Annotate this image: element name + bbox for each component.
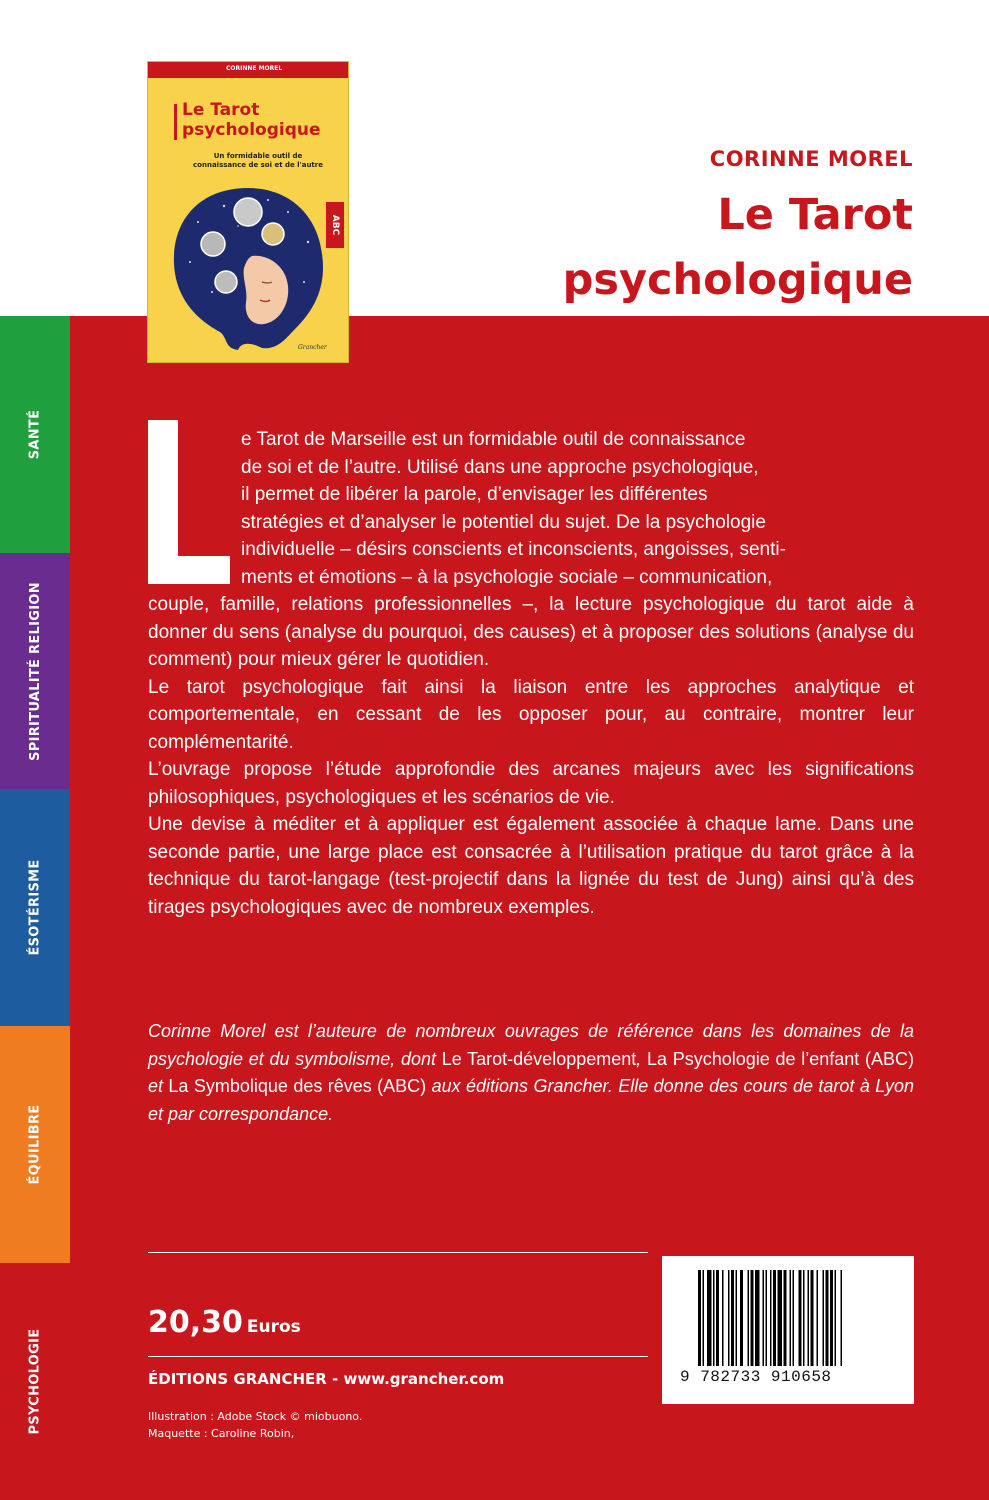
thumb-title-line1: Le Tarot — [182, 100, 260, 120]
barcode-bar — [823, 1270, 825, 1366]
barcode-bar — [716, 1270, 719, 1366]
book-title-line2: psychologique — [562, 255, 913, 305]
category-label: PSYCHOLOGIE — [27, 1328, 43, 1435]
price-amount: 20,30 — [148, 1305, 243, 1340]
blurb-paragraph: couple, famille, relations professionnelles –, la lecture psychologique du tarot aide à donner du sens (analyse du pourquoi, des causes) et à proposer des solutions (analyse du comment) pour mieux gérer le quotidien. — [148, 594, 914, 670]
bio-text: et — [148, 1076, 169, 1096]
blurb-line: individuelle – désirs conscients et inconscients, angoisses, senti- — [241, 539, 786, 560]
publisher-line: ÉDITIONS GRANCHER - www.grancher.com — [148, 1370, 505, 1388]
barcode-bar — [799, 1270, 802, 1366]
barcode-bar — [698, 1270, 701, 1366]
category-label: ÉSOTÉRISME — [27, 859, 43, 956]
barcode-bar — [707, 1270, 712, 1366]
barcode-bar — [808, 1270, 810, 1366]
barcode-bar — [731, 1270, 734, 1366]
barcode-bar — [803, 1270, 805, 1366]
barcode-bar — [793, 1270, 795, 1366]
blurb-line: il permet de libérer la parole, d’envisager les différentes — [241, 484, 708, 505]
barcode-bar — [835, 1270, 837, 1366]
barcode-bar — [773, 1270, 776, 1366]
thumb-title-accent — [174, 104, 177, 140]
barcode-bar — [778, 1270, 783, 1366]
thumb-collection-tab — [326, 202, 344, 248]
barcode-bar — [748, 1270, 750, 1366]
barcode-bar — [841, 1270, 843, 1366]
category-label: SPIRITUALITÉ RELIGION — [27, 581, 43, 761]
blurb-paragraph: Le tarot psychologique fait ainsi la liaison entre les approches analytique et comportementale, en cessant de les opposer pour, au contraire, montrer leur complémentarité. — [148, 676, 914, 753]
bio-text: Corinne Morel est l’auteure de nombreux ouvrages de référence dans les domaines de la psychologie et du symbolisme, dont — [148, 1021, 914, 1069]
barcode-bar — [713, 1270, 715, 1366]
divider-line — [148, 1356, 648, 1357]
bio-book-title: La Psychologie de l’enfant (ABC) — [646, 1048, 914, 1069]
barcode-bar — [740, 1270, 743, 1366]
thumb-publisher: Grancher — [298, 344, 327, 351]
price — [148, 1305, 301, 1340]
blurb-line: ments et émotions – à la psychologie sociale – communication, — [241, 566, 773, 588]
barcode-bar — [770, 1270, 772, 1366]
thumb-collection-label: ABC — [330, 214, 340, 236]
barcode-bar — [722, 1270, 724, 1366]
thumb-author: CORINNE MOREL — [226, 65, 283, 72]
thumb-subtitle: Un formidable outil de connaissance de soi et de l'autre — [193, 152, 323, 169]
credits — [148, 1408, 362, 1442]
blurb-line: de soi et de l’autre. Utilisé dans une approche psychologique, — [241, 456, 759, 478]
cosmic-woman-illustration — [168, 182, 328, 352]
blurb-line: e Tarot de Marseille est un formidable outil de connaissance — [241, 429, 746, 450]
barcode-bar — [817, 1270, 819, 1366]
isbn-barcode — [662, 1256, 914, 1404]
isbn-number: 9 782733 910658 — [680, 1368, 832, 1386]
category-strip-psychologie — [0, 1263, 70, 1500]
price-currency: Euros — [246, 1317, 301, 1337]
barcode-bar — [811, 1270, 814, 1366]
bio-book-title: Le Tarot-développement — [441, 1048, 637, 1069]
thumb-title-line2: psychologique — [182, 120, 321, 140]
barcode-bar — [763, 1270, 765, 1366]
bio-book-title: La Symbolique des rêves (ABC) — [168, 1076, 427, 1096]
bio-text: aux éditions Grancher. Elle donne des cours de tarot à Lyon et par correspondance. — [148, 1076, 914, 1124]
author-name: CORINNE MOREL — [709, 147, 913, 171]
category-strip-esoterisme — [0, 789, 70, 1026]
barcode-bar — [766, 1270, 768, 1366]
back-cover-blurb — [148, 426, 914, 921]
barcode-bar — [736, 1270, 738, 1366]
book-title-line1: Le Tarot — [717, 190, 913, 240]
category-label: SANTÉ — [27, 409, 43, 460]
barcode-bar — [755, 1270, 760, 1366]
barcode-bar — [826, 1270, 829, 1366]
barcode-bars — [698, 1270, 888, 1366]
barcode-bar — [751, 1270, 754, 1366]
front-cover-thumbnail — [148, 62, 348, 362]
credit-layout: Maquette : Caroline Robin, — [148, 1427, 295, 1440]
author-bio — [148, 1018, 914, 1128]
blurb-paragraph: L’ouvrage propose l’étude approfondie des arcanes majeurs avec les significations philosophiques, psychologiques et les scénarios de vie. — [148, 759, 914, 808]
barcode-bar — [728, 1270, 730, 1366]
blurb-paragraph: Une devise à méditer et à appliquer est également associée à chaque lame. Dans une seconde partie, une large place est consacrée à l’utilisation pratique du tarot grâce à la technique du tarot-langage (test-projectif dans la lignée du test de Jung) ainsi qu’à des tirages psychologiques avec de nombreux exemples. — [148, 814, 914, 918]
category-strip-sante — [0, 316, 70, 553]
divider-line — [148, 1252, 648, 1253]
barcode-bar — [784, 1270, 787, 1366]
credit-illustration: Illustration : Adobe Stock © miobuono. — [148, 1410, 363, 1423]
category-strip-spiritualite — [0, 553, 70, 789]
category-label: ÉQUILIBRE — [27, 1104, 43, 1185]
barcode-bar — [830, 1270, 833, 1366]
barcode-bar — [703, 1270, 705, 1366]
blurb-line: stratégies et d’analyser le potentiel du sujet. De la psychologie — [241, 511, 766, 533]
bio-text: , — [636, 1048, 647, 1069]
barcode-bar — [790, 1270, 792, 1366]
category-strip-equilibre — [0, 1026, 70, 1263]
